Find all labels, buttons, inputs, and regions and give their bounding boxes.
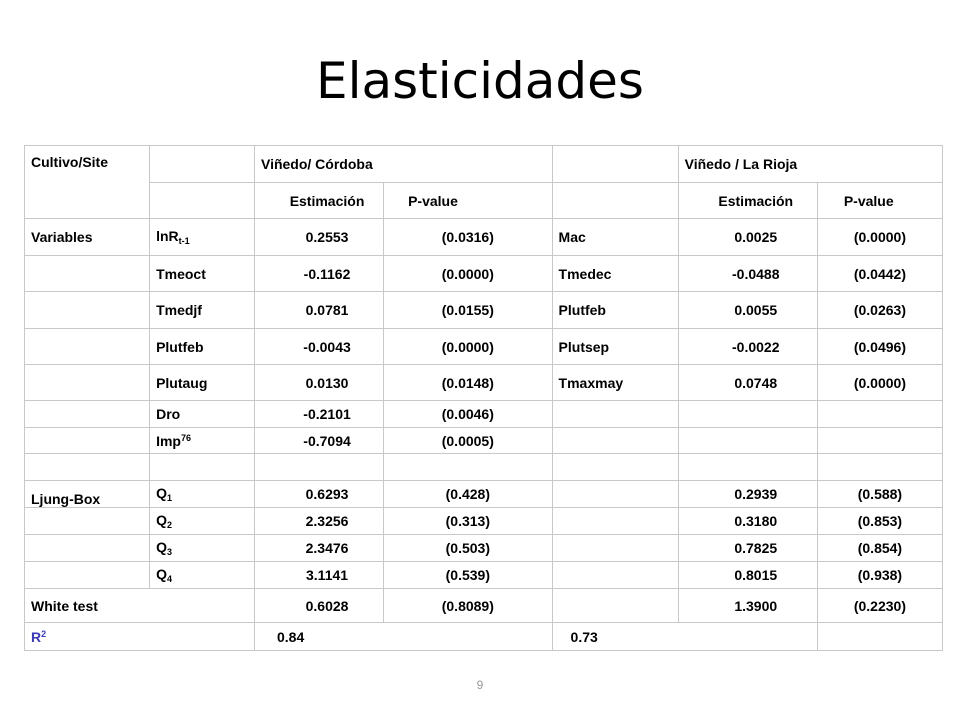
vinedo-cordoba-header: Viñedo/ Córdoba — [254, 146, 552, 183]
empty-cell — [25, 508, 150, 535]
estimate-value: -0.0488 — [678, 256, 817, 292]
ljung-box-label: Ljung-Box — [25, 481, 150, 508]
spacer-row — [25, 454, 943, 481]
table-row — [25, 481, 943, 508]
variable-name: Tmedjf — [150, 292, 255, 329]
empty-cell — [817, 401, 942, 428]
p-value: (0.853) — [817, 508, 942, 535]
table-row — [25, 219, 943, 256]
p-value: (0.0263) — [817, 292, 942, 329]
pvalue-header: P-value — [384, 183, 552, 219]
empty-cell — [552, 401, 678, 428]
variable-name: Imp$^{76}$ — [150, 428, 255, 454]
table-row — [25, 292, 943, 329]
estimate-value: 1.3900 — [678, 589, 817, 623]
table-row — [25, 562, 943, 589]
table-row — [25, 329, 943, 365]
empty-cell — [678, 401, 817, 428]
p-value: (0.0148) — [384, 365, 552, 401]
variable-name: Tmeoct — [150, 256, 255, 292]
r-squared-value: 0.73 — [552, 623, 817, 651]
p-value: (0.539) — [384, 562, 552, 589]
elasticities-table — [24, 145, 943, 651]
table-row — [25, 256, 943, 292]
empty-cell — [25, 535, 150, 562]
estimate-value: 0.8015 — [678, 562, 817, 589]
estimate-value: -0.2101 — [254, 401, 383, 428]
estimate-value: 0.6293 — [254, 481, 383, 508]
variable-name: Tmaxmay — [552, 365, 678, 401]
empty-cell — [25, 401, 150, 428]
empty-cell — [25, 365, 150, 401]
estimate-value: -0.0043 — [254, 329, 383, 365]
vinedo-rioja-header: Viñedo / La Rioja — [678, 146, 942, 183]
estimate-value: 0.0025 — [678, 219, 817, 256]
variable-name: lnR$_{t-1}$ — [150, 219, 255, 256]
r-squared-label: $R^2$ — [25, 623, 255, 651]
table-row — [25, 401, 943, 428]
variable-name: Dro — [150, 401, 255, 428]
estimate-value: 0.0055 — [678, 292, 817, 329]
p-value: (0.8089) — [384, 589, 552, 623]
p-value: (0.0000) — [384, 329, 552, 365]
table-row — [25, 365, 943, 401]
estimate-value: -0.0022 — [678, 329, 817, 365]
p-value: (0.938) — [817, 562, 942, 589]
p-value: (0.0000) — [384, 256, 552, 292]
p-value: (0.0005) — [384, 428, 552, 454]
p-value: (0.503) — [384, 535, 552, 562]
variables-label: Variables — [25, 219, 150, 256]
header-empty-cell — [552, 183, 678, 219]
p-value: (0.0000) — [817, 365, 942, 401]
empty-cell — [678, 428, 817, 454]
variable-name: Plutfeb — [150, 329, 255, 365]
table-row — [25, 623, 943, 651]
p-value: (0.0000) — [817, 219, 942, 256]
empty-cell — [25, 256, 150, 292]
p-value: (0.0155) — [384, 292, 552, 329]
empty-cell — [25, 292, 150, 329]
table-row — [25, 535, 943, 562]
estimate-value: 0.0130 — [254, 365, 383, 401]
empty-cell — [552, 508, 678, 535]
slide-title: Elasticidades — [316, 52, 644, 110]
estimate-value: -0.1162 — [254, 256, 383, 292]
empty-cell — [817, 623, 942, 651]
table-row — [25, 589, 943, 623]
empty-cell — [25, 329, 150, 365]
empty-cell — [25, 428, 150, 454]
estimacion-header: Estimación — [678, 183, 817, 219]
p-value: (0.2230) — [817, 589, 942, 623]
empty-cell — [817, 428, 942, 454]
estimate-value: 0.3180 — [678, 508, 817, 535]
p-value: (0.0316) — [384, 219, 552, 256]
variable-name: Plutaug — [150, 365, 255, 401]
p-value: (0.588) — [817, 481, 942, 508]
q-statistic-label: $Q_3$ — [150, 535, 255, 562]
variable-name: Plutsep — [552, 329, 678, 365]
variable-name: Tmedec — [552, 256, 678, 292]
p-value: (0.854) — [817, 535, 942, 562]
empty-cell — [25, 562, 150, 589]
estimate-value: 0.2939 — [678, 481, 817, 508]
estimate-value: 2.3256 — [254, 508, 383, 535]
p-value: (0.428) — [384, 481, 552, 508]
estimate-value: -0.7094 — [254, 428, 383, 454]
q-statistic-label: $Q_2$ — [150, 508, 255, 535]
p-value: (0.0442) — [817, 256, 942, 292]
estimate-value: 0.0748 — [678, 365, 817, 401]
estimate-value: 0.2553 — [254, 219, 383, 256]
p-value: (0.0046) — [384, 401, 552, 428]
variable-name: Plutfeb — [552, 292, 678, 329]
p-value: (0.313) — [384, 508, 552, 535]
table-row — [25, 508, 943, 535]
estimate-value: 0.0781 — [254, 292, 383, 329]
header-empty-cell — [552, 146, 678, 183]
estimate-value: 0.7825 — [678, 535, 817, 562]
p-value: (0.0496) — [817, 329, 942, 365]
estimacion-header: Estimación — [254, 183, 383, 219]
variable-name: Mac — [552, 219, 678, 256]
empty-cell — [552, 589, 678, 623]
cultivo-site-label: Cultivo/Site — [25, 146, 150, 219]
page-number: 9 — [476, 678, 484, 692]
header-empty-cell — [150, 146, 255, 183]
estimate-value: 3.1141 — [254, 562, 383, 589]
empty-cell — [552, 481, 678, 508]
table-row — [25, 428, 943, 454]
q-statistic-label: $Q_4$ — [150, 562, 255, 589]
estimate-value: 2.3476 — [254, 535, 383, 562]
pvalue-header: P-value — [817, 183, 942, 219]
q-statistic-label: $Q_1$ — [150, 481, 255, 508]
r-squared-value: 0.84 — [254, 623, 552, 651]
empty-cell — [552, 562, 678, 589]
empty-cell — [552, 535, 678, 562]
white-test-label: White test — [25, 589, 255, 623]
header-empty-cell — [150, 183, 255, 219]
estimate-value: 0.6028 — [254, 589, 383, 623]
empty-cell — [552, 428, 678, 454]
